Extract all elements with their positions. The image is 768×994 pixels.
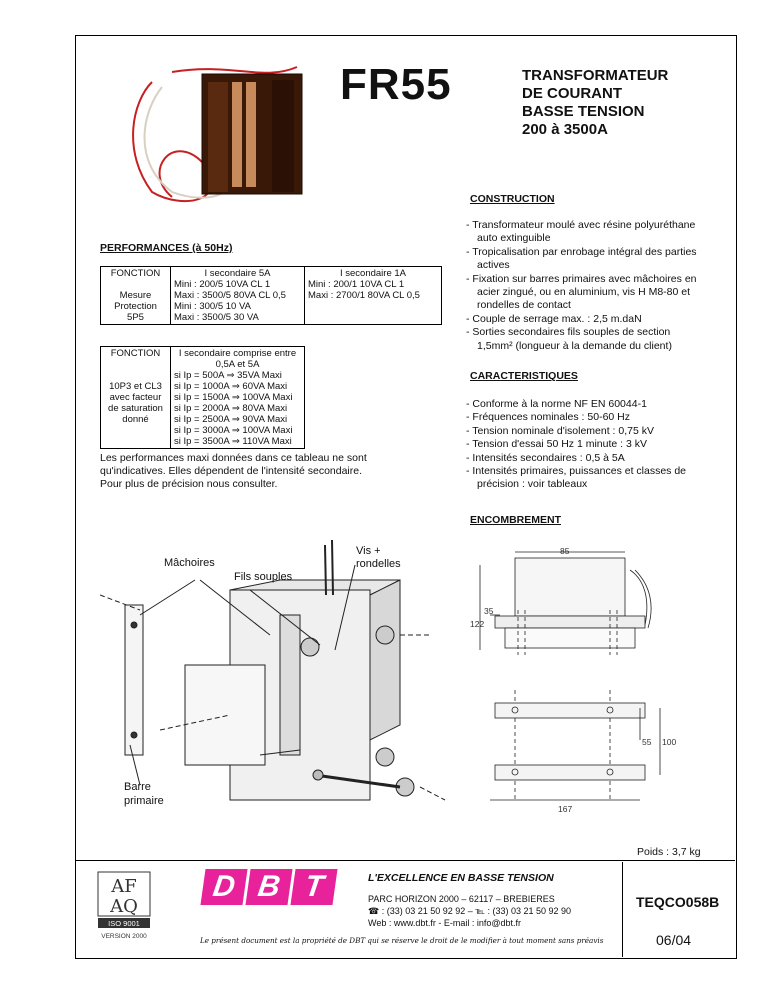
list-item: - Fréquences nominales : 50-60 Hz: [466, 411, 630, 424]
dim-35: 35: [484, 606, 494, 616]
afaq-certification-logo: [84, 868, 164, 942]
list-item: - Tension nominale d'isolement : 0,75 kV: [466, 424, 655, 437]
cell-line: Mini : 200/5 10VA CL 1: [174, 279, 271, 290]
product-photo: [112, 42, 342, 212]
cell-line: si Ip = 1000A ⇒ 60VA Maxi: [174, 381, 288, 392]
label-washers: rondelles: [356, 558, 401, 570]
label-bar: Barre: [124, 781, 151, 793]
column-header: 0,5A et 5A: [215, 359, 260, 370]
legal-notice: Le présent document est la propriété de DBT qui se réserve le droit de le modifier à tout moment sans préavis: [200, 936, 604, 945]
dim-100: 100: [662, 737, 677, 747]
web-line[interactable]: Web : www.dbt.fr - E-mail : info@dbt.fr: [368, 918, 522, 928]
logo-letter: B: [245, 869, 292, 905]
column-header: I secondaire 1A: [339, 268, 406, 279]
address-line: PARC HORIZON 2000 – 62117 – BREBIERES: [368, 894, 555, 904]
dimension-drawing: [470, 540, 710, 815]
version-label: VERSION 2000: [101, 933, 147, 940]
model-number: FR55: [340, 60, 452, 109]
title-line: 200 à 3500A: [522, 121, 608, 138]
label-jaws: Mâchoires: [164, 557, 215, 569]
row-label: 5P5: [127, 312, 144, 323]
note-line: Les performances maxi données dans ce tableau ne sont: [100, 452, 367, 464]
label-primary: primaire: [124, 795, 164, 807]
function-header: FONCTION: [110, 348, 161, 359]
characteristics-heading: CARACTERISTIQUES: [470, 370, 578, 382]
secondary-range-cell: [171, 347, 305, 449]
dimensions-heading: ENCOMBREMENT: [470, 514, 561, 526]
row-label: donné: [122, 414, 149, 425]
secondary-5a-cell: [171, 267, 305, 325]
performance-note: [100, 452, 367, 491]
performances-heading: PERFORMANCES (à 50Hz): [100, 242, 233, 254]
ref-divider: [622, 862, 623, 957]
logo-letter: D: [200, 869, 247, 905]
cell-line: Maxi : 3500/5 30 VA: [174, 312, 259, 323]
performance-table-protection: [100, 346, 305, 449]
row-label: avec facteur: [109, 392, 162, 403]
list-item: 1,5mm² (longueur à la demande du client): [477, 339, 672, 352]
dim-55: 55: [642, 737, 652, 747]
column-header: I secondaire 5A: [204, 268, 271, 279]
document-reference: TEQCO058B: [636, 894, 720, 910]
afaq-text: AQ: [110, 896, 138, 917]
list-item: rondelles de contact: [477, 299, 571, 312]
list-item: acier zingué, ou en aluminium, vis H M8-80 et: [477, 286, 691, 299]
iso-label: ISO 9001: [108, 919, 140, 928]
list-item: - Intensités secondaires : 0,5 à 5A: [466, 451, 625, 464]
cell-line: si Ip = 3000A ⇒ 100VA Maxi: [174, 425, 293, 436]
list-item: auto extinguible: [477, 232, 551, 245]
row-label: de saturation: [108, 403, 163, 414]
footer-divider: [75, 860, 735, 861]
construction-list: [466, 219, 697, 353]
list-item: - Fixation sur barres primaires avec mâchoires en: [466, 272, 697, 285]
list-item: - Conforme à la norme NF EN 60044-1: [466, 398, 647, 410]
cell-line: si Ip = 2000A ⇒ 80VA Maxi: [174, 403, 288, 414]
function-cell: [101, 267, 171, 325]
list-item: - Transformateur moulé avec résine polyuréthane: [466, 219, 696, 231]
weight: Poids : 3,7 kg: [637, 846, 701, 858]
list-item: actives: [477, 259, 510, 272]
list-item: - Sorties secondaires fils souples de section: [466, 326, 671, 339]
dbt-logo: [203, 869, 335, 905]
note-line: Pour plus de précision nous consulter.: [100, 478, 278, 490]
label-flexible-wires: Fils souples: [234, 571, 293, 583]
list-item: précision : voir tableaux: [477, 478, 588, 491]
product-title: [522, 67, 668, 139]
list-item: - Intensités primaires, puissances et classes de: [466, 465, 687, 478]
cell-line: Mini : 200/1 10VA CL 1: [308, 279, 405, 290]
performance-table-measure: [100, 266, 442, 325]
list-item: - Tension d'essai 50 Hz 1 minute : 3 kV: [466, 438, 647, 451]
cell-line: si Ip = 2500A ⇒ 90VA Maxi: [174, 414, 288, 425]
label-screws: Vis +: [356, 545, 381, 557]
list-item: - Tropicalisation par enrobage intégral des parties: [466, 245, 697, 258]
row-label: 10P3 et CL3: [109, 381, 162, 392]
cell-line: Maxi : 3500/5 80VA CL 0,5: [174, 290, 286, 301]
note-line: qu'indicatives. Elles dépendent de l'intensité secondaire.: [100, 465, 363, 477]
row-label: Protection: [114, 301, 157, 312]
tagline: L'EXCELLENCE EN BASSE TENSION: [368, 872, 554, 884]
title-line: TRANSFORMATEUR: [522, 67, 669, 84]
function-header: FONCTION: [110, 268, 161, 279]
secondary-1a-cell: [305, 267, 442, 325]
contact-line: ☎ : (33) 03 21 50 92 92 – ℡ : (33) 03 21 50 92 90: [368, 906, 572, 916]
dim-85: 85: [560, 546, 570, 556]
cell-line: Maxi : 2700/1 80VA CL 0,5: [308, 290, 420, 301]
logo-letter: T: [290, 869, 337, 905]
title-line: BASSE TENSION: [522, 103, 645, 120]
row-label: Mesure: [119, 290, 152, 301]
characteristics-list: [466, 398, 686, 492]
title-line: DE COURANT: [522, 85, 622, 102]
cell-line: Mini : 300/5 10 VA: [174, 301, 251, 312]
document-date: 06/04: [656, 932, 692, 948]
cell-line: si Ip = 1500A ⇒ 100VA Maxi: [174, 392, 293, 403]
function-cell: [101, 347, 171, 449]
dim-122: 122: [470, 619, 485, 629]
list-item: - Couple de serrage max. : 2,5 m.daN: [466, 312, 642, 325]
company-address: [368, 893, 571, 929]
cell-line: si Ip = 3500A ⇒ 110VA Maxi: [174, 436, 292, 447]
dim-167: 167: [558, 804, 573, 814]
column-header: I secondaire comprise entre: [178, 348, 297, 359]
construction-heading: CONSTRUCTION: [470, 193, 555, 205]
afaq-text: AF: [111, 876, 137, 897]
cell-line: si Ip = 500A ⇒ 35VA Maxi: [174, 370, 282, 381]
